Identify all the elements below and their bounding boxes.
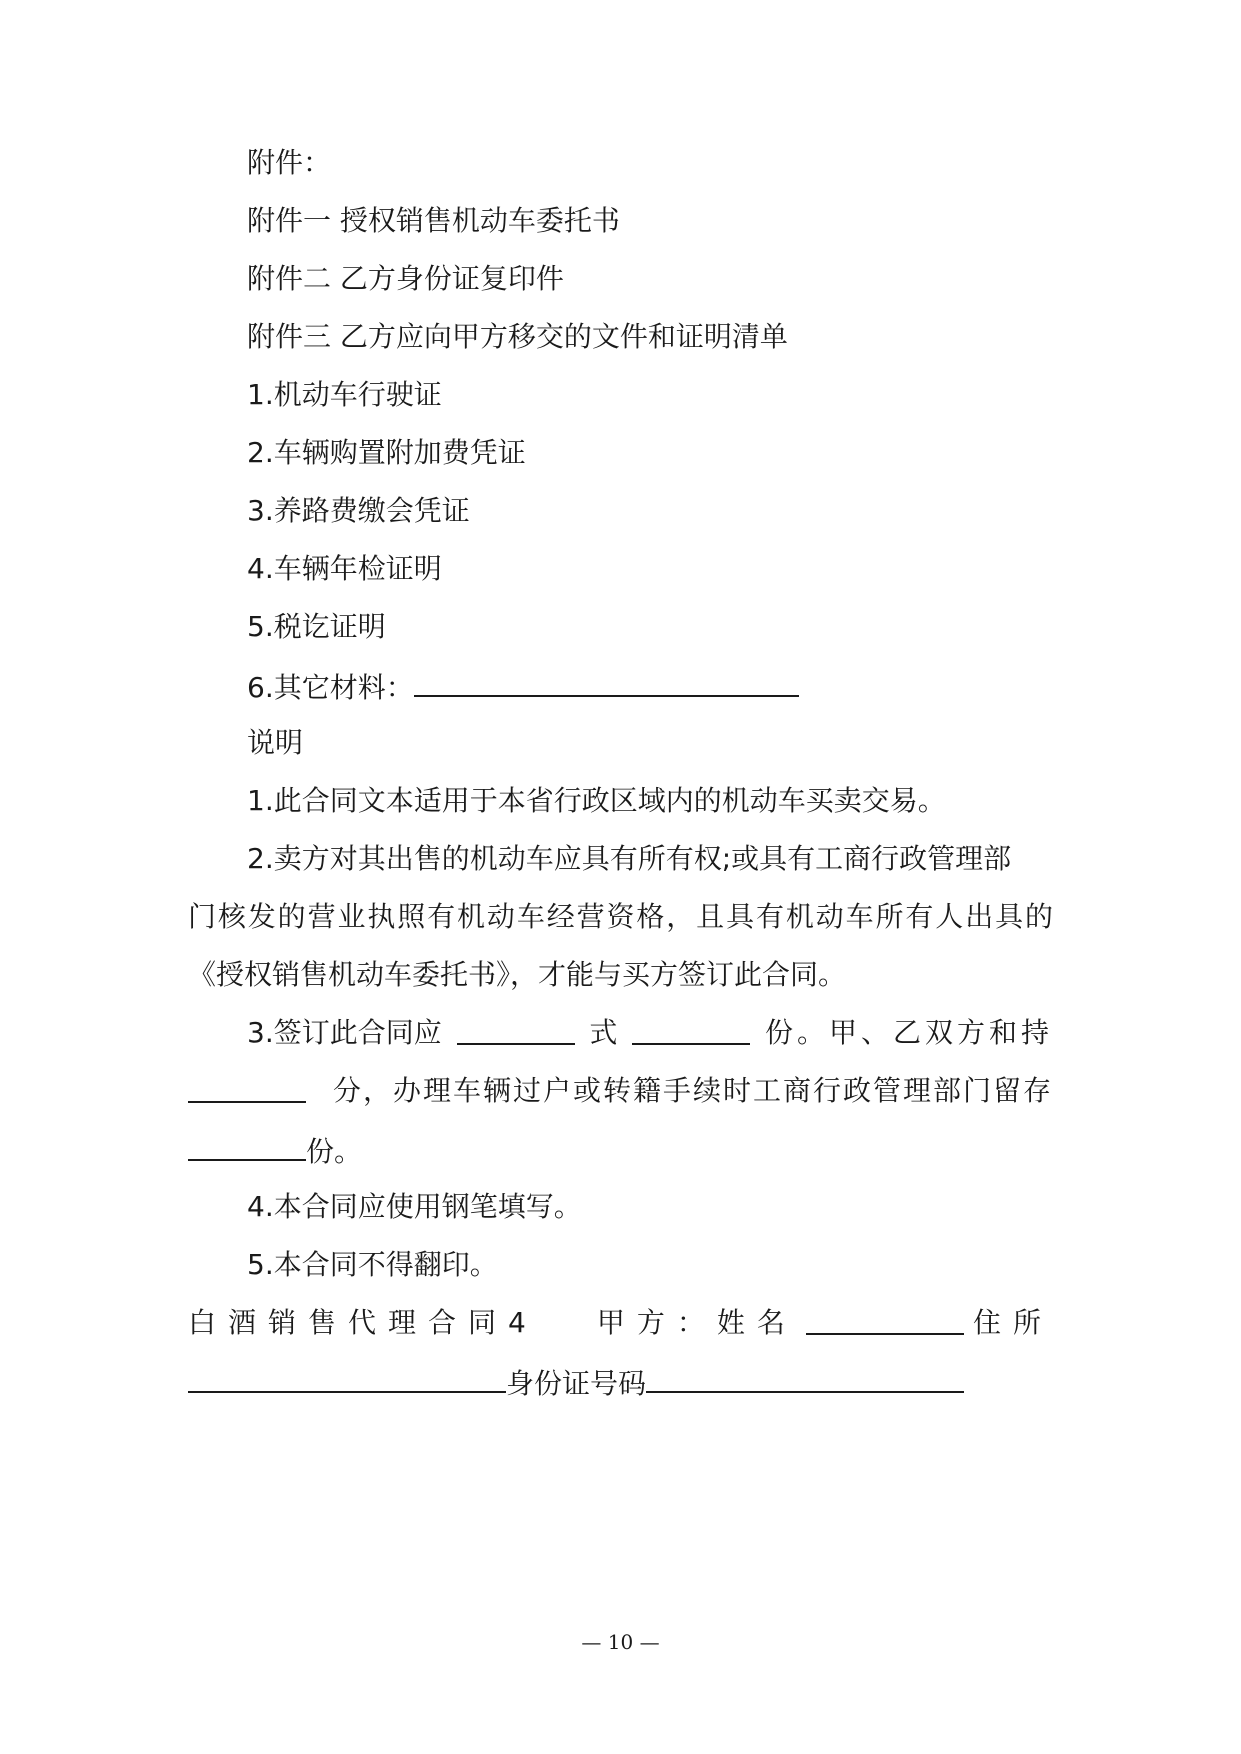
- document-list-item-1: 1.机动车行驶证: [247, 378, 442, 411]
- note-3-part-e: 份。: [306, 1135, 363, 1168]
- next-contract-header: [188, 1303, 1053, 1343]
- note-3-part-c: 份。甲、乙双方和持: [764, 1016, 1053, 1049]
- attachments-heading: 附件：: [247, 146, 332, 179]
- document-list-item-5: 5.税讫证明: [247, 610, 386, 643]
- bureau-retain-blank[interactable]: [188, 1129, 306, 1161]
- party-a-name-label: 甲方：姓名: [596, 1306, 797, 1339]
- attachment-item-3: 附件三 乙方应向甲方移交的文件和证明清单: [247, 320, 788, 353]
- note-5: 5.本合同不得翻印。: [247, 1248, 498, 1281]
- note-3-part-d: 分，办理车辆过户或转籍手续时工商行政管理部门留存: [332, 1074, 1053, 1107]
- note-2-line-2: 门核发的营业执照有机动车经营资格，且具有机动车所有人出具的: [188, 900, 1053, 933]
- note-2-line-1: 2.卖方对其出售的机动车应具有所有权;或具有工商行政管理部: [247, 842, 1012, 875]
- parties-hold-blank[interactable]: [188, 1071, 306, 1103]
- note-1: 1.此合同文本适用于本省行政区域内的机动车买卖交易。: [247, 784, 946, 817]
- page-number: — 10 —: [581, 1630, 660, 1654]
- other-materials-label: 6.其它材料：: [247, 671, 414, 704]
- note-3-part-b: 式: [589, 1016, 618, 1049]
- party-a-id-line: [188, 1361, 1053, 1404]
- party-a-id-label: 身份证号码: [506, 1367, 647, 1400]
- note-3-line-1: [247, 1013, 1053, 1053]
- document-list-item-4: 4.车辆年检证明: [247, 552, 442, 585]
- copies-count-blank[interactable]: [632, 1013, 750, 1045]
- party-a-name-blank[interactable]: [806, 1303, 964, 1335]
- other-materials-line: [247, 665, 1112, 708]
- copies-form-blank[interactable]: [457, 1013, 575, 1045]
- note-3-line-3: [188, 1129, 1053, 1172]
- note-3-part-a: 3.签订此合同应: [247, 1016, 442, 1049]
- attachment-item-1: 附件一 授权销售机动车委托书: [247, 204, 620, 237]
- other-materials-blank[interactable]: [414, 665, 799, 697]
- attachment-item-2: 附件二 乙方身份证复印件: [247, 262, 564, 295]
- party-a-residence-blank[interactable]: [188, 1361, 506, 1393]
- next-contract-title: 白酒销售代理合同4: [188, 1306, 538, 1339]
- document-list-item-3: 3.养路费缴会凭证: [247, 494, 470, 527]
- party-a-residence-label: 住所: [972, 1306, 1053, 1339]
- party-a-id-blank[interactable]: [646, 1361, 964, 1393]
- document-list-item-2: 2.车辆购置附加费凭证: [247, 436, 526, 469]
- notes-heading: 说明: [247, 726, 304, 759]
- note-3-line-2: [188, 1071, 1053, 1111]
- note-4: 4.本合同应使用钢笔填写。: [247, 1190, 582, 1223]
- note-2-line-3: 《授权销售机动车委托书》，才能与买方签订此合同。: [188, 958, 847, 991]
